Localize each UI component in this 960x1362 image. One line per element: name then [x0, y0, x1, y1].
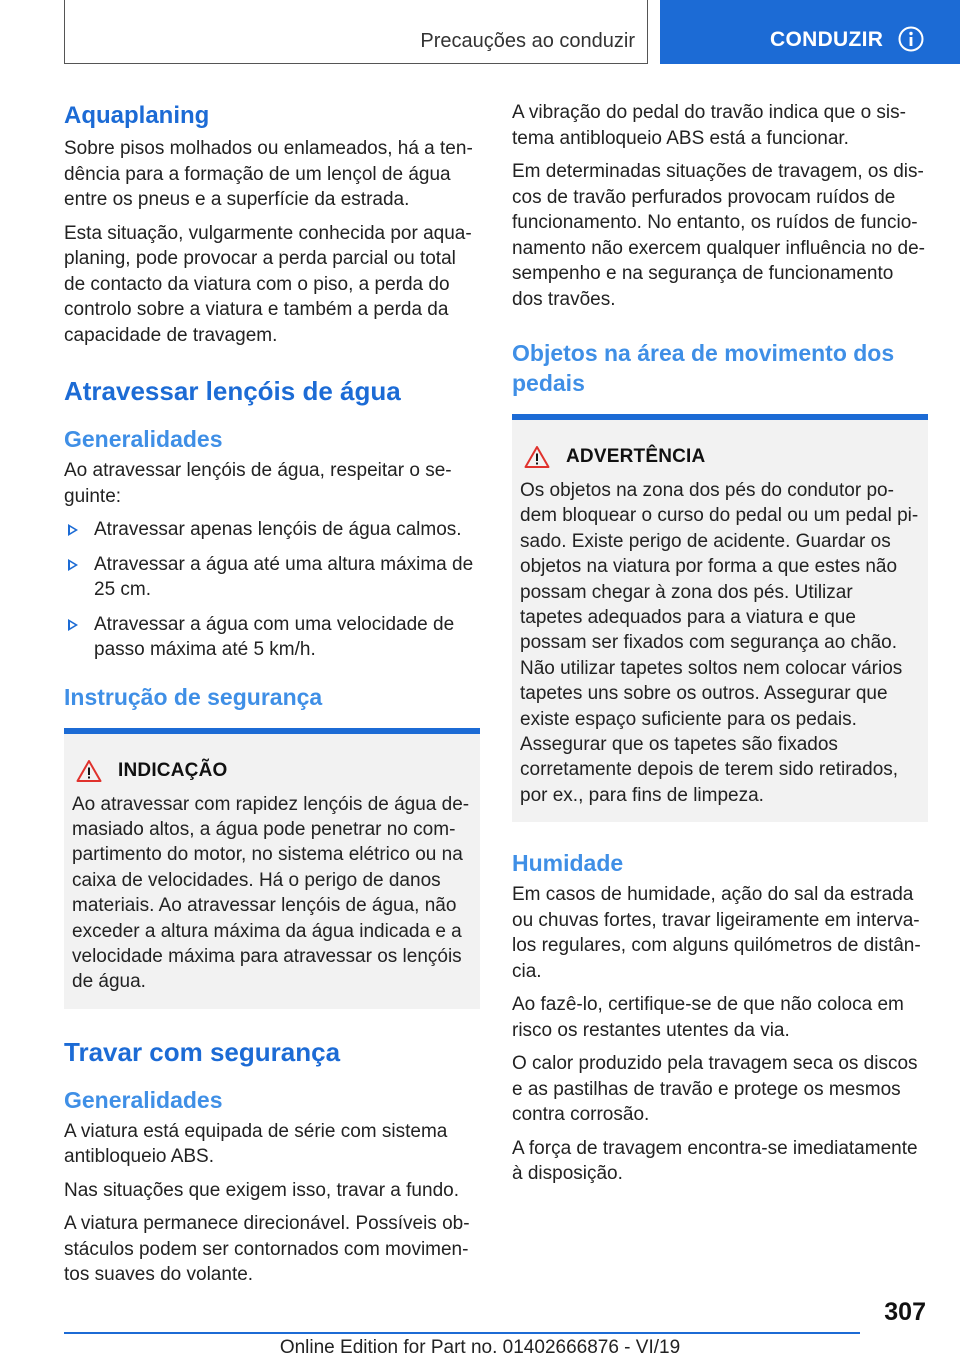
footer-edition: Online Edition for Part no. 01402666876 - VI/19 — [279, 1337, 681, 1358]
left-column — [64, 100, 480, 1288]
subheading-humidity: Humidade — [512, 850, 624, 877]
warning-triangle-icon — [524, 445, 550, 469]
triangle-bullet-icon — [68, 524, 78, 536]
tab-conduzir[interactable] — [660, 0, 960, 64]
info-circle-icon[interactable] — [898, 26, 924, 52]
paragraph: Em casos de humidade, ação do sal da estrada ou chuvas fortes, travar ligeiramente em intervalos regulares, com alguns quilómetros de distância. — [512, 884, 921, 982]
list-item: Atravessar apenas lençóis de água calmos. — [64, 517, 480, 543]
heading-aquaplaning: Aquaplaning — [64, 102, 210, 129]
paragraph: Em determinadas situações de travagem, os discos de travão perfurados provocam ruídos de funcionamento. No entanto, os ruídos de funcionamento não exercem qualquer influência no desempenho e na segurança de funcionamento dos travões. — [512, 161, 925, 310]
notice-text: Ao atravessar com rapidez lençóis de água demasiado altos, a água pode penetrar no compartimento do motor, no sistema elétrico ou na caixa de velocidades. Há o perigo de danos materiais. Ao atravessar lençóis de água, não exceder a altura máxima da água indicada e a velocidade máxima para atravessar os lençóis de água. — [72, 793, 470, 993]
paragraph: O calor produzido pela travagem seca os discos e as pastilhas de travão e protege os mesmos contra corrosão. — [512, 1053, 918, 1126]
list-item: Atravessar a água até uma altura máxima de 25 cm. — [64, 552, 480, 603]
notice-box — [64, 728, 480, 1009]
notice-title: INDICAÇÃO — [118, 759, 228, 781]
warning-title: ADVERTÊNCIA — [566, 446, 706, 467]
warning-box — [512, 414, 928, 822]
warning-text: Os objetos na zona dos pés do condutor podem bloquear o curso do pedal ou um pedal pisado. Existe perigo de acidente. Guardar os objetos na viatura por forma a que estes não possam chegar à zona dos pés. Utilizar tapetes adequados para a viatura e que possam ser fixados com segurança ao chão. Não utilizar tapetes soltos nem colocar vários tapetes uns sobre os outros. Assegurar que existe espaço suficiente para os pedais. Assegurar que os tapetes são fixados corretamente depois de terem sido retirados, por ex., para fins de limpeza. — [520, 480, 919, 806]
right-column — [512, 100, 928, 1187]
paragraph: A vibração do pedal do travão indica que o sistema antibloqueio ABS está a funcionar. — [512, 102, 906, 149]
paragraph: Ao fazê-lo, certifique-se de que não coloca em risco os restantes utentes da via. — [512, 994, 904, 1041]
paragraph: A viatura está equipada de série com sistema antibloqueio ABS. — [64, 1120, 448, 1168]
subheading-safety: Instrução de segurança — [64, 683, 323, 710]
subheading-generalities: Generalidades — [64, 1086, 223, 1113]
footer-divider — [64, 1332, 860, 1334]
triangle-bullet-icon — [68, 559, 78, 571]
subheading-generalities: Generalidades — [64, 426, 223, 452]
paragraph: Esta situação, vulgarmente conhecida por aquaplaning, pode provocar a perda parcial ou total de contacto da viatura com o piso, a perda do controlo sobre a viatura e também a perda da capacidade de travagem. — [64, 222, 472, 346]
list-item: Atravessar a água com uma velocidade de passo máxima até 5 km/h. — [64, 612, 480, 663]
page-number: 307 — [884, 1298, 926, 1326]
warning-triangle-icon — [76, 759, 102, 783]
paragraph: A força de travagem encontra-se imediatamente à disposição. — [512, 1137, 918, 1185]
triangle-bullet-icon — [68, 619, 78, 631]
section-title: Precauções ao conduzir — [420, 30, 635, 52]
paragraph: A viatura permanece direcionável. Possíveis obstáculos podem ser contornados com movimentos suaves do volante. — [64, 1213, 470, 1286]
subheading-pedal-objects: Objetos na área de movimento dos pedais — [512, 340, 895, 396]
paragraph: Nas situações que exigem isso, travar a fundo. — [64, 1179, 459, 1201]
bullet-list — [64, 517, 480, 663]
heading-water-crossing: Atravessar lençóis de água — [64, 376, 401, 406]
paragraph: Sobre pisos molhados ou enlameados, há a tendência para a formação de um lençol de água entre os pneus e a superfície da estrada. — [64, 138, 473, 210]
tab-label: CONDUZIR — [770, 28, 884, 51]
heading-safe-braking: Travar com segurança — [64, 1036, 341, 1067]
paragraph: Ao atravessar lençóis de água, respeitar o seguinte: — [64, 460, 452, 507]
header-section-box — [64, 0, 648, 64]
